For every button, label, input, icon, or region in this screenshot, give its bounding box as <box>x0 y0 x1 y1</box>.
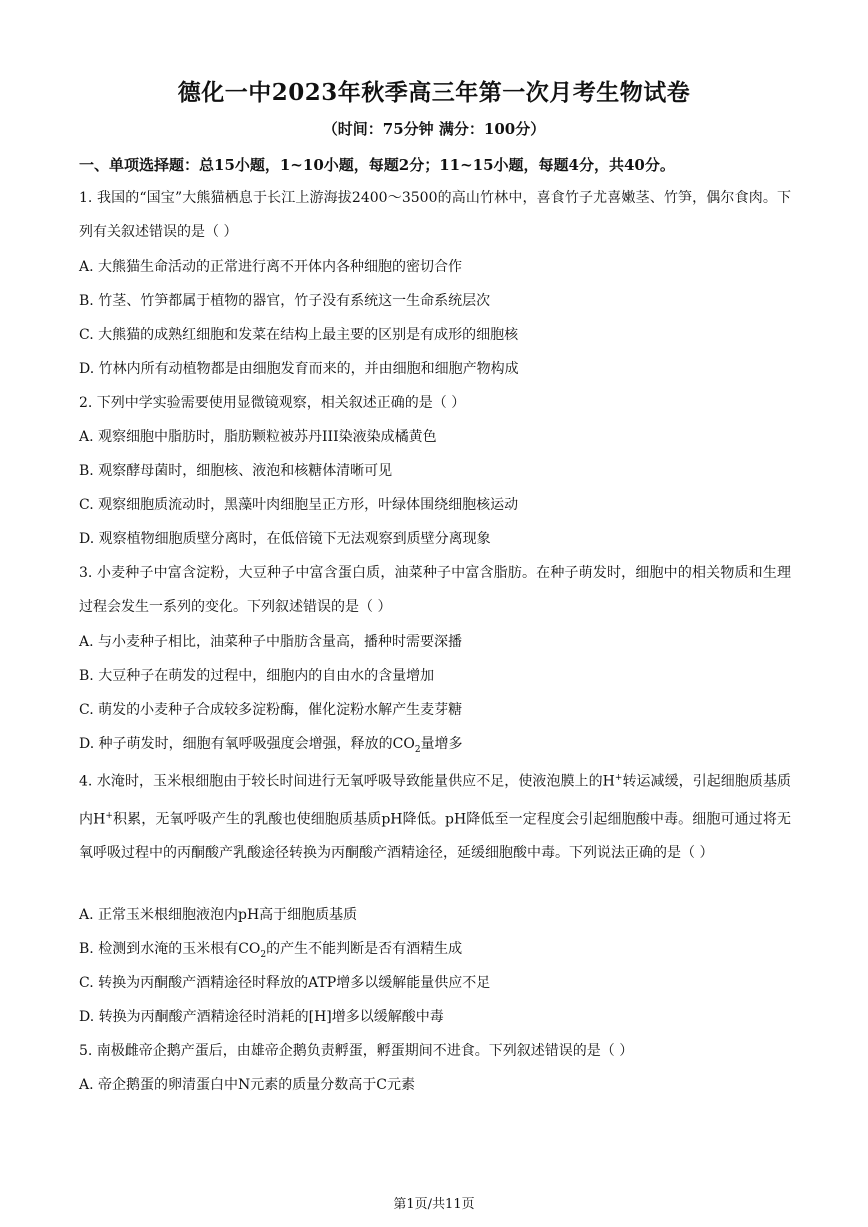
question-1-option-c: C. 大熊猫的成熟红细胞和发菜在结构上最主要的区别是有成形的细胞核 <box>79 327 519 343</box>
question-3-option-d-subscript: 2 <box>414 744 421 755</box>
question-4-stem-part-2: 转运减缓，引起细胞质基质内H <box>79 773 792 828</box>
page-title: 德化一中2023年秋季高三年第一次月考生物试卷 <box>177 79 691 106</box>
question-3-option-d-text: D. 种子萌发时，细胞有氧呼吸强度会增强，释放的CO <box>79 736 415 752</box>
question-2-option-b: B. 观察酵母菌时，细胞核、液泡和核糖体清晰可见 <box>79 463 393 479</box>
question-1-stem: 1. 我国的“国宝”大熊猫栖息于长江上游海拔2400～3500的高山竹林中，喜食竹子尤喜嫩茎、竹笋，偶尔食肉。下列有关叙述错误的是（ ） <box>79 190 791 240</box>
question-2-stem: 2. 下列中学实验需要使用显微镜观察，相关叙述正确的是（ ） <box>79 395 466 411</box>
question-4-option-b-text: B. 检测到水淹的玉米根有CO <box>79 941 261 957</box>
question-3-option-d <box>79 734 463 760</box>
question-4-option-d: D. 转换为丙酮酸产酒精途径时消耗的[H]增多以缓解酸中毒 <box>79 1009 444 1025</box>
question-5-option-a: A. 帝企鹅蛋的卵清蛋白中N元素的质量分数高于C元素 <box>79 1077 415 1093</box>
question-4-stem-sup-1: + <box>614 773 623 783</box>
question-3-stem: 3. 小麦种子中富含淀粉，大豆种子中富含蛋白质，油菜种子中富含脂肪。在种子萌发时，细胞中的相关物质和生理过程会发生一系列的变化。下列叙述错误的是（ ） <box>79 565 791 615</box>
page-subtitle: （时间：75分钟 满分：100分） <box>322 120 546 138</box>
question-1-option-d: D. 竹林内所有动植物都是由细胞发育而来的，并由细胞和细胞产物构成 <box>79 361 519 377</box>
question-4-stem-part-3: 积累，无氧呼吸产生的乳酸也使细胞质基质pH降低。pH降低至一定程度会引起细胞酸中毒。细胞可通过将无氧呼吸过程中的丙酮酸产乳酸途径转换为丙酮酸产酒精途径，延缓细胞酸中毒。下列说法正确的是（ ） <box>79 811 791 862</box>
question-4-stem-sup-2: + <box>105 810 113 821</box>
question-4-option-a: A. 正常玉米根细胞液泡内pH高于细胞质基质 <box>79 907 358 923</box>
question-1-option-b: B. 竹茎、竹笋都属于植物的器官，竹子没有系统这一生命系统层次 <box>79 293 491 309</box>
question-4-stem-part-1: 4. 水淹时，玉米根细胞由于较长时间进行无氧呼吸导致能量供应不足，使液泡膜上的H <box>79 773 615 790</box>
question-2-option-c: C. 观察细胞质流动时，黑藻叶肉细胞呈正方形，叶绿体围绕细胞核运动 <box>79 497 519 513</box>
section-heading: 一、单项选择题：总15小题，1~10小题，每题2分；11~15小题，每题4分，共40分。 <box>79 156 675 174</box>
question-4-option-b-tail: 的产生不能判断是否有酒精生成 <box>266 941 463 957</box>
question-1-option-a: A. 大熊猫生命活动的正常进行离不开体内各种细胞的密切合作 <box>79 259 463 275</box>
question-4-option-b <box>79 939 462 965</box>
question-2-option-d: D. 观察植物细胞质壁分离时，在低倍镜下无法观察到质壁分离现象 <box>79 531 491 547</box>
question-4-stem <box>79 761 791 870</box>
question-2-option-a: A. 观察细胞中脂肪时，脂肪颗粒被苏丹III染液染成橘黄色 <box>79 429 437 445</box>
question-3-option-a: A. 与小麦种子相比，油菜种子中脂肪含量高，播种时需要深播 <box>79 634 463 650</box>
question-3-option-c: C. 萌发的小麦种子合成较多淀粉酶，催化淀粉水解产生麦芽糖 <box>79 702 463 718</box>
question-3-option-d-tail: 量增多 <box>420 736 463 752</box>
question-3-option-b: B. 大豆种子在萌发的过程中，细胞内的自由水的含量增加 <box>79 668 435 684</box>
question-4-option-b-subscript: 2 <box>260 949 267 960</box>
question-5-stem: 5. 南极雌帝企鹅产蛋后，由雄帝企鹅负责孵蛋，孵蛋期间不进食。下列叙述错误的是（ ） <box>79 1043 634 1059</box>
page-number: 第1页/共11页 <box>393 1197 475 1212</box>
question-4-option-c: C. 转换为丙酮酸产酒精途径时释放的ATP增多以缓解能量供应不足 <box>79 975 491 991</box>
